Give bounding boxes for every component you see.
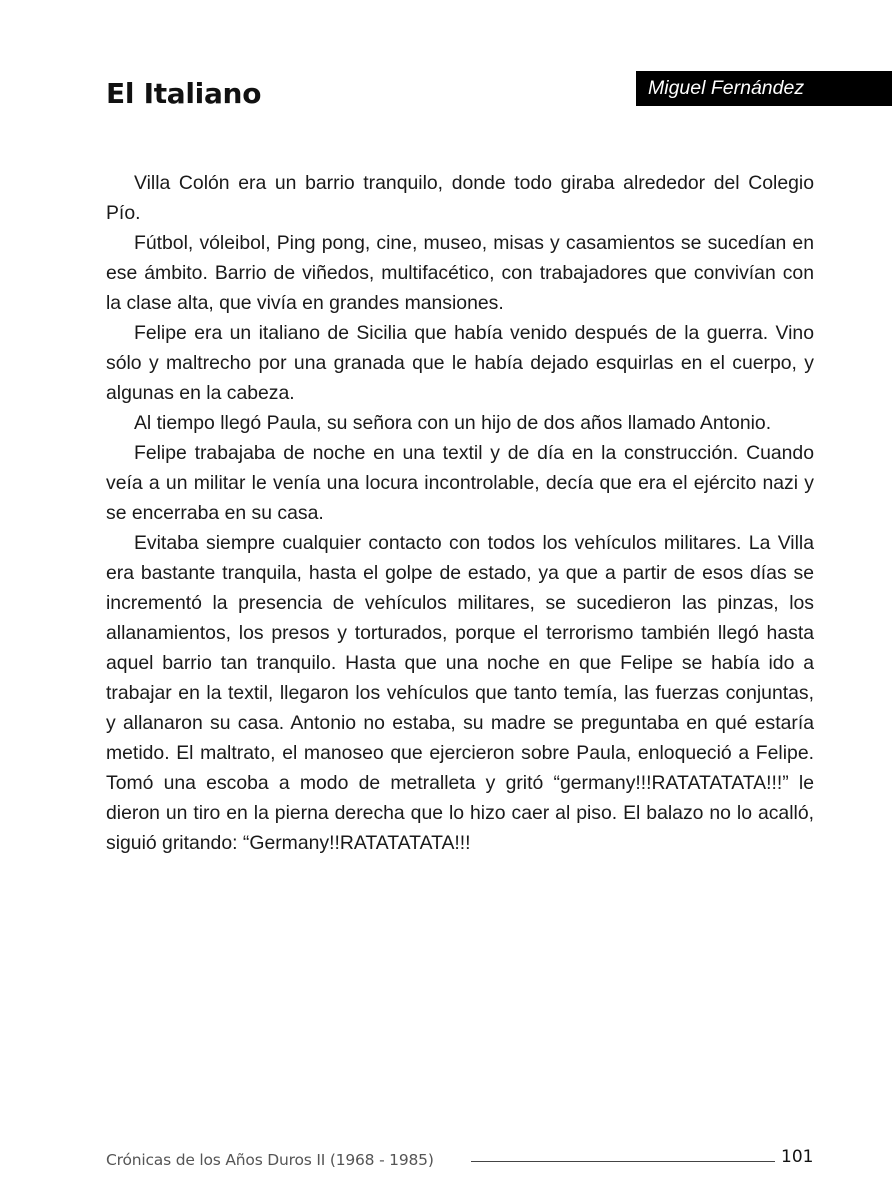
paragraph: Al tiempo llegó Paula, su señora con un hijo de dos años llamado Antonio. [134,412,772,434]
paragraph: Fútbol, vóleibol, Ping pong, cine, museo, misas y casamientos se sucedían en ese ámbito. Barrio de viñedos, multifacético, con trabajadores que convivían con la clase alta, que vivía en grandes mansiones. [106,232,814,314]
story-body [106,168,814,858]
page-number: 101 [781,1147,814,1167]
page-title: El Italiano [106,77,262,110]
author-name: Miguel Fernández [648,77,805,99]
paragraph: Felipe era un italiano de Sicilia que había venido después de la guerra. Vino sólo y maltrecho por una granada que le había dejado esquirlas en el cuerpo, y algunas en la cabeza. [106,322,814,404]
paragraph: Felipe trabajaba de noche en una textil y de día en la construcción. Cuando veía a un militar le venía una locura incontrolable, decía que era el ejército nazi y se encerraba en su casa. [106,442,814,524]
paragraph: Villa Colón era un barrio tranquilo, donde todo giraba alrededor del Colegio Pío. [106,172,814,224]
paragraph: Evitaba siempre cualquier contacto con todos los vehículos militares. La Villa era bastante tranquila, hasta el golpe de estado, ya que a partir de esos días se incrementó la presencia de vehículos militares, se sucedieron las pinzas, los allanamientos, los presos y torturados, porque el terrorismo también llegó hasta aquel barrio tan tranquilo. Hasta que una noche en que Felipe se había ido a trabajar en la textil, llegaron los vehículos que tanto temía, las fuerzas conjuntas, y allanaron su casa. Antonio no estaba, su madre se preguntaba en qué estaría metido. El maltrato, el manoseo que ejercieron sobre Paula, enloqueció a Felipe. Tomó una escoba a modo de metralleta y gritó “germany!!!RATATATATA!!!” le dieron un tiro en la pierna derecha que lo hizo caer al piso. El balazo no lo acalló, siguió gritando: “Germany!!RATATATATA!!! [106,532,814,854]
footer-divider [471,1161,775,1162]
footer-book-title: Crónicas de los Años Duros II (1968 - 1985) [106,1151,434,1169]
author-banner [636,71,892,106]
